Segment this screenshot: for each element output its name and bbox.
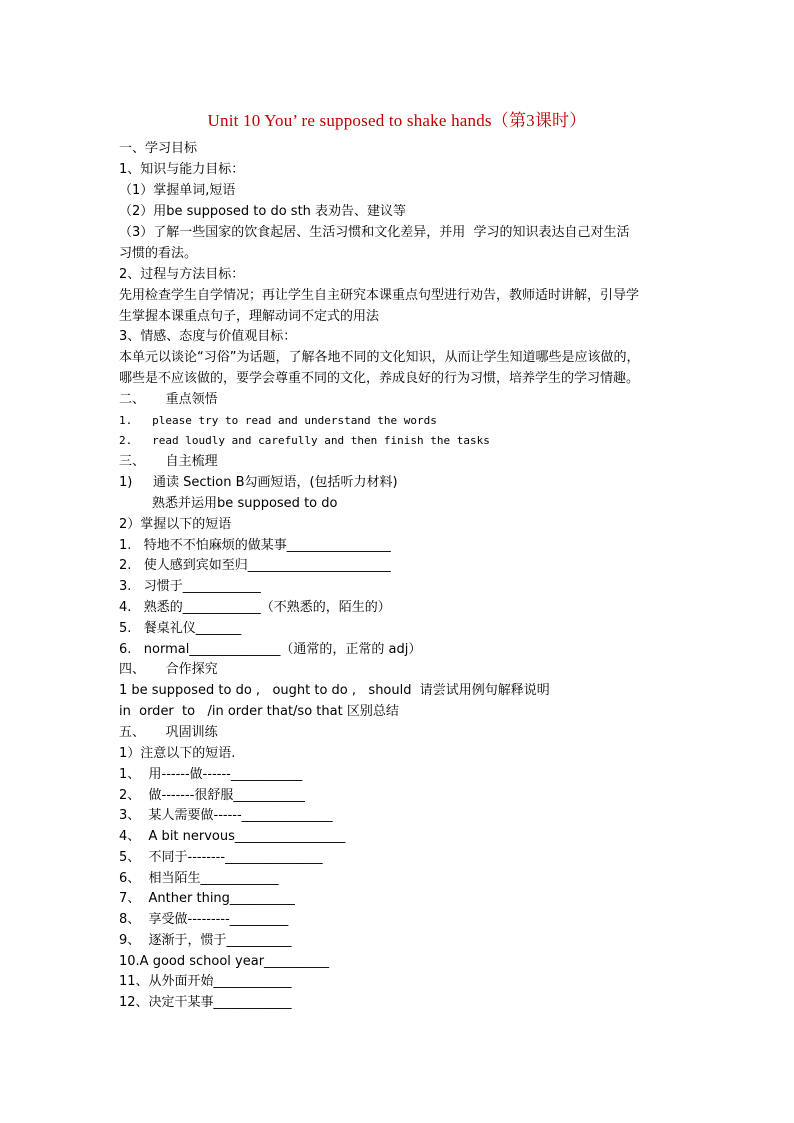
text-line: （2）用be supposed to do sth 表劝告、建议等 [119, 204, 407, 219]
section-heading-objectives: 一、学习目标 [119, 141, 198, 156]
text-line: 哪些是不应该做的，要学会尊重不同的文化，养成良好的行为习惯，培养学生的学习情趣。 [119, 371, 640, 386]
text-line: in order to /in order that/so that 区别总结 [119, 704, 399, 719]
text-line: 2）掌握以下的短语 [119, 517, 232, 532]
text-line: 先用检查学生自学情况；再让学生自主研究本课重点句型进行劝告，教师适时讲解，引导学 [119, 288, 640, 303]
exercise-line: 8、 享受做---------_________ [119, 912, 289, 927]
exercise-line: 9、 逐渐于，惯于__________ [119, 933, 292, 948]
exercise-line: 4. 熟悉的____________（不熟悉的，陌生的） [119, 600, 391, 615]
section-heading-self-study: 三、 自主梳理 [119, 454, 218, 469]
exercise-line: 7、 Anther thing__________ [119, 891, 295, 906]
text-line: 1 be supposed to do , ought to do , should 请尝试用例句解释说明 [119, 683, 550, 698]
text-line: 本单元以谈论“习俗”为话题，了解各地不同的文化知识，从而让学生知道哪些是应该做的， [119, 350, 640, 365]
exercise-line: 3、 某人需要做------______________ [119, 808, 333, 823]
exercise-line: 3. 习惯于____________ [119, 579, 261, 594]
exercise-line: 4、 A bit nervous_________________ [119, 829, 346, 844]
exercise-line: 12、决定干某事____________ [119, 995, 292, 1010]
exercise-line: 2. 使人感到宾如至归______________________ [119, 558, 391, 573]
section-heading-cooperation: 四、 合作探究 [119, 662, 218, 677]
text-line: 1. please try to read and understand the words [119, 414, 437, 427]
text-line: 习惯的看法。 [119, 246, 198, 261]
text-line: 3、情感、态度与价值观目标： [119, 329, 297, 344]
exercise-line: 2、 做-------很舒服___________ [119, 788, 305, 803]
exercise-line: 1、 用------做------___________ [119, 767, 303, 782]
exercise-line: 6、 相当陌生____________ [119, 871, 279, 886]
text-line: 2、过程与方法目标： [119, 267, 245, 282]
exercise-line: 6. normal______________（通常的，正常的 adj） [119, 642, 422, 657]
exercise-line: 5、 不同于--------_______________ [119, 850, 323, 865]
section-heading-key-points: 二、 重点领悟 [119, 392, 218, 407]
text-line: 2. read loudly and carefully and then finish the tasks [119, 434, 490, 447]
exercise-line: 5. 餐桌礼仪_______ [119, 621, 242, 636]
text-line: （3）了解一些国家的饮食起居、生活习惯和文化差异，并用 学习的知识表达自己对生活 [119, 225, 630, 240]
document-title: Unit 10 You’ re supposed to shake hands（第3课时） [207, 111, 587, 130]
text-line: （1）掌握单词,短语 [119, 183, 236, 198]
section-heading-practice: 五、 巩固训练 [119, 725, 218, 740]
text-line: 1）注意以下的短语. [119, 746, 236, 761]
text-line: 生掌握本课重点句子，理解动词不定式的用法 [119, 309, 380, 324]
text-line: 1) 通读 Section B勾画短语，(包括听力材料) [119, 475, 398, 490]
exercise-line: 10.A good school year__________ [119, 954, 330, 969]
text-line: 熟悉并运用be supposed to do [119, 496, 338, 511]
text-line: 1、知识与能力目标： [119, 162, 245, 177]
exercise-line: 11、从外面开始____________ [119, 974, 292, 989]
exercise-line: 1. 特地不不怕麻烦的做某事________________ [119, 538, 391, 553]
